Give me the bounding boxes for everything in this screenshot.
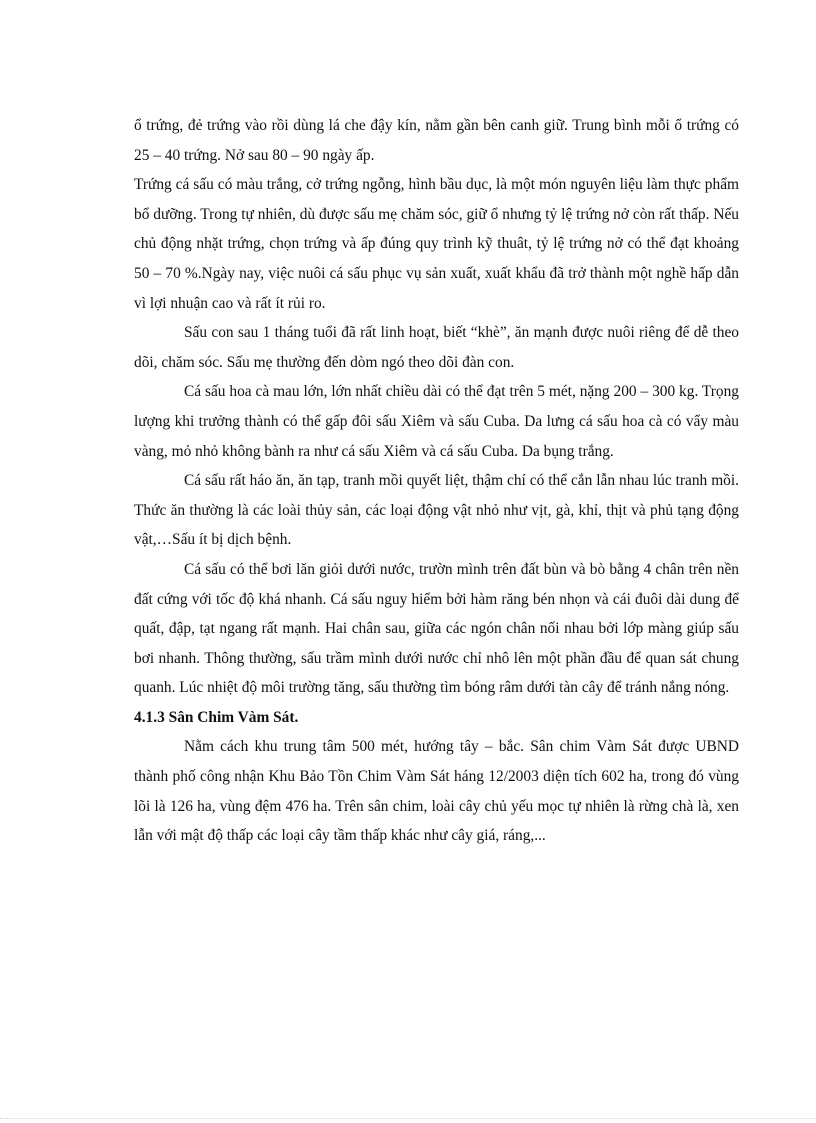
paragraph-movement: Cá sấu có thể bơi lăn giỏi dưới nước, trườn mình trên đất bùn và bò bằng 4 chân trên nền đất cứng với tốc độ khá nhanh. Cá sấu nguy hiểm bởi hàm răng bén nhọn và cái đuôi dài dung để quất, đập, tạt ngang rất mạnh. Hai chân sau, giữa các ngón chân nối nhau bởi lớp màng giúp sấu bơi nhanh. Thông thường, sấu trầm mình dưới nước chỉ nhô lên một phần đầu để quan sát chung quanh. Lúc nhiệt độ môi trường tăng, sấu thường tìm bóng râm dưới tàn cây để tránh nắng nóng. [134, 560, 739, 697]
paragraph-egg-nest: ổ trứng, đẻ trứng vào rồi dùng lá che đậy kín, nằm gần bên canh giữ. Trung bình mỗi ổ trứng có 25 – 40 trứng. Nở sau 80 – 90 ngày ấp. [134, 117, 739, 164]
paragraph-feeding: Cá sấu rất háo ăn, ăn tạp, tranh mồi quyết liệt, thậm chí có thể cắn lẫn nhau lúc tranh mồi. Thức ăn thường là các loài thủy sản, các loại động vật nhỏ như vịt, gà, khỉ, thịt và phủ tạng động vật,…Sấu ít bị dịch bệnh. [134, 472, 739, 549]
paragraph-size: Cá sấu hoa cà mau lớn, lớn nhất chiều dài có thể đạt trên 5 mét, nặng 200 – 300 kg. Trọng lượng khi trưởng thành có thể gấp đôi sấu Xiêm và sấu Cuba. Da lưng cá sấu hoa cà có vẩy màu vàng, mỏ nhỏ không bành ra như cá sấu Xiêm và cá sấu Cuba. Da bụng trắng. [134, 383, 739, 460]
document-body [134, 111, 739, 851]
section-heading: 4.1.3 Sân Chim Vàm Sát. [134, 708, 299, 726]
paragraph-hatchlings: Sấu con sau 1 tháng tuổi đã rất linh hoạt, biết “khè”, ăn mạnh được nuôi riêng để dễ theo dõi, chăm sóc. Sấu mẹ thường đến dòm ngó theo dõi đàn con. [134, 324, 739, 371]
paragraph-egg-description: Trứng cá sấu có màu trắng, cở trứng ngỗng, hình bầu dục, là một món nguyên liệu làm thực phẩm bổ dưỡng. Trong tự nhiên, dù được sấu mẹ chăm sóc, giữ ổ nhưng tỷ lệ trứng nở còn rất thấp. Nếu chủ động nhặt trứng, chọn trứng và ấp đúng quy trình kỹ thuât, tỷ lệ trứng nở có thể đạt khoảng 50 – 70 %.Ngày nay, việc nuôi cá sấu phục vụ sản xuất, xuất khẩu đã trở thành một nghề hấp dẫn vì lợi nhuận cao và rất ít rủi ro. [134, 176, 739, 312]
page-bottom-divider [0, 1118, 816, 1119]
paragraph-bird-sanctuary: Nằm cách khu trung tâm 500 mét, hướng tây – bắc. Sân chim Vàm Sát được UBND thành phố công nhận Khu Bảo Tồn Chim Vàm Sát háng 12/2003 diện tích 602 ha, trong đó vùng lõi là 126 ha, vùng đệm 476 ha. Trên sân chim, loài cây chủ yếu mọc tự nhiên là rừng chà là, xen lẫn với mật độ thấp các loại cây tầm thấp khác như cây giá, ráng,... [134, 738, 739, 845]
